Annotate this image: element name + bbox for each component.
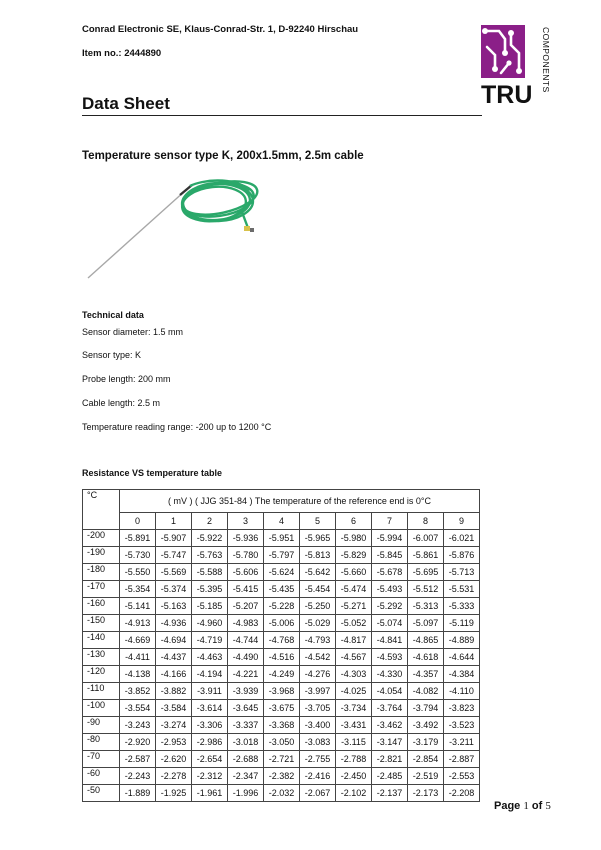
table-cell: -4.025 bbox=[336, 683, 372, 700]
column-header: 1 bbox=[156, 513, 192, 530]
table-cell: -3.675 bbox=[264, 700, 300, 717]
table-cell: -3.584 bbox=[156, 700, 192, 717]
table-cell: -5.097 bbox=[408, 615, 444, 632]
table-cell: -5.829 bbox=[336, 547, 372, 564]
table-cell: -3.997 bbox=[300, 683, 336, 700]
row-temperature: -190 bbox=[83, 547, 120, 564]
table-cell: -3.734 bbox=[336, 700, 372, 717]
table-cell: -5.695 bbox=[408, 564, 444, 581]
table-cell: -5.006 bbox=[264, 615, 300, 632]
table-cell: -5.207 bbox=[228, 598, 264, 615]
logo-sub-text: COMPONENTS bbox=[541, 27, 551, 93]
spec-cable-length: Cable length: 2.5 m bbox=[82, 398, 161, 408]
row-temperature: -50 bbox=[83, 785, 120, 802]
table-cell: -4.644 bbox=[444, 649, 480, 666]
row-temperature: -80 bbox=[83, 734, 120, 751]
table-cell: -5.713 bbox=[444, 564, 480, 581]
page-title: Data Sheet bbox=[82, 94, 170, 113]
table-cell: -5.780 bbox=[228, 547, 264, 564]
table-row bbox=[83, 530, 480, 547]
table-cell: -4.960 bbox=[192, 615, 228, 632]
table-cell: -3.337 bbox=[228, 717, 264, 734]
table-cell: -3.794 bbox=[408, 700, 444, 717]
table-cell: -5.965 bbox=[300, 530, 336, 547]
table-cell: -3.554 bbox=[120, 700, 156, 717]
table-cell: -2.519 bbox=[408, 768, 444, 785]
table-cell: -4.357 bbox=[408, 666, 444, 683]
table-cell: -2.382 bbox=[264, 768, 300, 785]
table-cell: -1.996 bbox=[228, 785, 264, 802]
table-cell: -5.435 bbox=[264, 581, 300, 598]
table-cell: -4.542 bbox=[300, 649, 336, 666]
table-cell: -5.415 bbox=[228, 581, 264, 598]
table-cell: -5.936 bbox=[228, 530, 264, 547]
table-row bbox=[83, 632, 480, 649]
table-row bbox=[83, 564, 480, 581]
table-cell: -5.922 bbox=[192, 530, 228, 547]
table-cell: -3.431 bbox=[336, 717, 372, 734]
column-header: 0 bbox=[120, 513, 156, 530]
table-cell: -5.354 bbox=[120, 581, 156, 598]
row-temperature: -110 bbox=[83, 683, 120, 700]
tru-components-logo bbox=[481, 25, 551, 105]
table-caption: ( mV ) ( JJG 351-84 ) The temperature of the reference end is 0°C bbox=[120, 490, 480, 513]
spec-sensor-diameter: Sensor diameter: 1.5 mm bbox=[82, 327, 184, 337]
table-cell: -2.654 bbox=[192, 751, 228, 768]
table-cell: -4.744 bbox=[228, 632, 264, 649]
table-cell: -4.490 bbox=[228, 649, 264, 666]
table-cell: -2.208 bbox=[444, 785, 480, 802]
column-header: 6 bbox=[336, 513, 372, 530]
row-temperature: -170 bbox=[83, 581, 120, 598]
table-cell: -2.553 bbox=[444, 768, 480, 785]
table-cell: -3.050 bbox=[264, 734, 300, 751]
table-cell: -4.303 bbox=[336, 666, 372, 683]
table-cell: -3.243 bbox=[120, 717, 156, 734]
table-cell: -3.147 bbox=[372, 734, 408, 751]
table-row bbox=[83, 734, 480, 751]
table-cell: -4.936 bbox=[156, 615, 192, 632]
table-cell: -4.719 bbox=[192, 632, 228, 649]
table-cell: -2.620 bbox=[156, 751, 192, 768]
table-cell: -5.074 bbox=[372, 615, 408, 632]
table-cell: -4.194 bbox=[192, 666, 228, 683]
table-cell: -4.694 bbox=[156, 632, 192, 649]
table-cell: -4.889 bbox=[444, 632, 480, 649]
table-cell: -4.669 bbox=[120, 632, 156, 649]
table-cell: -4.463 bbox=[192, 649, 228, 666]
table-cell: -2.173 bbox=[408, 785, 444, 802]
table-cell: -3.306 bbox=[192, 717, 228, 734]
table-cell: -5.891 bbox=[120, 530, 156, 547]
table-row bbox=[83, 615, 480, 632]
table-cell: -2.887 bbox=[444, 751, 480, 768]
table-cell: -4.437 bbox=[156, 649, 192, 666]
table-row bbox=[83, 598, 480, 615]
table-cell: -4.411 bbox=[120, 649, 156, 666]
table-cell: -5.163 bbox=[156, 598, 192, 615]
table-cell: -5.980 bbox=[336, 530, 372, 547]
table-cell: -5.141 bbox=[120, 598, 156, 615]
of-word: of bbox=[531, 800, 543, 812]
row-temperature: -180 bbox=[83, 564, 120, 581]
table-cell: -3.764 bbox=[372, 700, 408, 717]
table-cell: -3.968 bbox=[264, 683, 300, 700]
table-cell: -2.821 bbox=[372, 751, 408, 768]
table-cell: -5.454 bbox=[300, 581, 336, 598]
page-number: 1 bbox=[523, 800, 529, 812]
table-cell: -4.618 bbox=[408, 649, 444, 666]
row-temperature: -150 bbox=[83, 615, 120, 632]
table-cell: -1.961 bbox=[192, 785, 228, 802]
table-cell: -5.845 bbox=[372, 547, 408, 564]
table-cell: -2.137 bbox=[372, 785, 408, 802]
row-temperature: -200 bbox=[83, 530, 120, 547]
logo-brand-text: TRU bbox=[481, 81, 533, 105]
table-cell: -5.747 bbox=[156, 547, 192, 564]
table-cell: -4.082 bbox=[408, 683, 444, 700]
table-cell: -2.755 bbox=[300, 751, 336, 768]
table-cell: -4.516 bbox=[264, 649, 300, 666]
table-cell: -2.312 bbox=[192, 768, 228, 785]
table-cell: -5.512 bbox=[408, 581, 444, 598]
table-cell: -3.179 bbox=[408, 734, 444, 751]
table-row bbox=[83, 751, 480, 768]
column-header: 7 bbox=[372, 513, 408, 530]
table-cell: -5.313 bbox=[408, 598, 444, 615]
table-cell: -4.841 bbox=[372, 632, 408, 649]
table-cell: -5.730 bbox=[120, 547, 156, 564]
table-cell: -3.614 bbox=[192, 700, 228, 717]
table-cell: -2.347 bbox=[228, 768, 264, 785]
table-cell: -4.865 bbox=[408, 632, 444, 649]
table-cell: -4.110 bbox=[444, 683, 480, 700]
table-row bbox=[83, 649, 480, 666]
table-cell: -2.688 bbox=[228, 751, 264, 768]
table-cell: -5.531 bbox=[444, 581, 480, 598]
table-cell: -5.474 bbox=[336, 581, 372, 598]
table-cell: -5.588 bbox=[192, 564, 228, 581]
table-row bbox=[83, 666, 480, 683]
table-cell: -5.333 bbox=[444, 598, 480, 615]
table-cell: -4.567 bbox=[336, 649, 372, 666]
row-temperature: -120 bbox=[83, 666, 120, 683]
table-cell: -3.705 bbox=[300, 700, 336, 717]
column-header: 4 bbox=[264, 513, 300, 530]
table-cell: -4.768 bbox=[264, 632, 300, 649]
row-temperature: -70 bbox=[83, 751, 120, 768]
table-cell: -5.876 bbox=[444, 547, 480, 564]
table-cell: -5.951 bbox=[264, 530, 300, 547]
table-cell: -2.102 bbox=[336, 785, 372, 802]
table-cell: -5.861 bbox=[408, 547, 444, 564]
table-cell: -2.721 bbox=[264, 751, 300, 768]
table-cell: -2.587 bbox=[120, 751, 156, 768]
table-cell: -3.274 bbox=[156, 717, 192, 734]
table-row bbox=[83, 768, 480, 785]
table-cell: -4.249 bbox=[264, 666, 300, 683]
table-cell: -5.907 bbox=[156, 530, 192, 547]
table-cell: -4.054 bbox=[372, 683, 408, 700]
table-cell: -5.052 bbox=[336, 615, 372, 632]
product-photo bbox=[82, 168, 272, 288]
table-cell: -4.138 bbox=[120, 666, 156, 683]
table-cell: -5.994 bbox=[372, 530, 408, 547]
table-row bbox=[83, 683, 480, 700]
page-total: 5 bbox=[545, 800, 551, 812]
table-cell: -5.606 bbox=[228, 564, 264, 581]
table-row bbox=[83, 785, 480, 802]
table-cell: -1.889 bbox=[120, 785, 156, 802]
row-temperature: -60 bbox=[83, 768, 120, 785]
table-cell: -2.920 bbox=[120, 734, 156, 751]
table-cell: -4.330 bbox=[372, 666, 408, 683]
table-cell: -3.462 bbox=[372, 717, 408, 734]
table-cell: -2.032 bbox=[264, 785, 300, 802]
table-cell: -5.185 bbox=[192, 598, 228, 615]
table-cell: -3.645 bbox=[228, 700, 264, 717]
table-cell: -3.368 bbox=[264, 717, 300, 734]
title-divider bbox=[82, 115, 482, 116]
table-cell: -6.021 bbox=[444, 530, 480, 547]
table-cell: -3.211 bbox=[444, 734, 480, 751]
table-cell: -2.854 bbox=[408, 751, 444, 768]
row-temperature: -130 bbox=[83, 649, 120, 666]
table-cell: -5.660 bbox=[336, 564, 372, 581]
table-cell: -6.007 bbox=[408, 530, 444, 547]
table-cell: -4.166 bbox=[156, 666, 192, 683]
table-cell: -3.823 bbox=[444, 700, 480, 717]
column-header: 3 bbox=[228, 513, 264, 530]
table-cell: -3.018 bbox=[228, 734, 264, 751]
table-row bbox=[83, 717, 480, 734]
product-title: Temperature sensor type K, 200x1.5mm, 2.5m cable bbox=[82, 150, 364, 162]
table-cell: -1.925 bbox=[156, 785, 192, 802]
table-cell: -5.119 bbox=[444, 615, 480, 632]
row-temperature: -160 bbox=[83, 598, 120, 615]
table-cell: -4.817 bbox=[336, 632, 372, 649]
table-cell: -5.271 bbox=[336, 598, 372, 615]
table-cell: -2.788 bbox=[336, 751, 372, 768]
table-cell: -3.523 bbox=[444, 717, 480, 734]
row-temperature: -140 bbox=[83, 632, 120, 649]
table-cell: -2.278 bbox=[156, 768, 192, 785]
table-cell: -5.292 bbox=[372, 598, 408, 615]
table-cell: -5.550 bbox=[120, 564, 156, 581]
table-cell: -3.852 bbox=[120, 683, 156, 700]
table-cell: -5.374 bbox=[156, 581, 192, 598]
table-cell: -2.450 bbox=[336, 768, 372, 785]
unit-cell: °C bbox=[83, 490, 120, 530]
table-cell: -2.067 bbox=[300, 785, 336, 802]
column-header: 8 bbox=[408, 513, 444, 530]
table-row bbox=[83, 700, 480, 717]
table-cell: -3.083 bbox=[300, 734, 336, 751]
page-word: Page bbox=[494, 800, 521, 812]
table-cell: -3.400 bbox=[300, 717, 336, 734]
table-cell: -3.492 bbox=[408, 717, 444, 734]
table-cell: -3.911 bbox=[192, 683, 228, 700]
table-cell: -5.624 bbox=[264, 564, 300, 581]
row-temperature: -90 bbox=[83, 717, 120, 734]
table-cell: -4.793 bbox=[300, 632, 336, 649]
page-footer bbox=[494, 800, 551, 812]
table-row bbox=[83, 581, 480, 598]
table-cell: -5.797 bbox=[264, 547, 300, 564]
table-cell: -5.395 bbox=[192, 581, 228, 598]
table-row bbox=[83, 547, 480, 564]
table-cell: -3.939 bbox=[228, 683, 264, 700]
spec-probe-length: Probe length: 200 mm bbox=[82, 374, 171, 384]
column-header: 9 bbox=[444, 513, 480, 530]
table-cell: -5.493 bbox=[372, 581, 408, 598]
resistance-temperature-table bbox=[82, 489, 480, 802]
table-cell: -2.953 bbox=[156, 734, 192, 751]
table-cell: -2.986 bbox=[192, 734, 228, 751]
table-cell: -4.221 bbox=[228, 666, 264, 683]
table-cell: -5.569 bbox=[156, 564, 192, 581]
row-temperature: -100 bbox=[83, 700, 120, 717]
table-cell: -5.250 bbox=[300, 598, 336, 615]
table-cell: -5.813 bbox=[300, 547, 336, 564]
spec-temperature-range: Temperature reading range: -200 up to 1200 °C bbox=[82, 422, 272, 432]
table-cell: -5.763 bbox=[192, 547, 228, 564]
table-cell: -4.384 bbox=[444, 666, 480, 683]
table-cell: -3.882 bbox=[156, 683, 192, 700]
spec-sensor-type: Sensor type: K bbox=[82, 350, 142, 360]
column-header: 2 bbox=[192, 513, 228, 530]
table-cell: -5.678 bbox=[372, 564, 408, 581]
table-cell: -4.276 bbox=[300, 666, 336, 683]
item-number: Item no.: 2444890 bbox=[82, 48, 162, 59]
table-cell: -2.243 bbox=[120, 768, 156, 785]
company-address: Conrad Electronic SE, Klaus-Conrad-Str. 1, D-92240 Hirschau bbox=[82, 24, 359, 35]
table-cell: -4.593 bbox=[372, 649, 408, 666]
technical-data-heading: Technical data bbox=[82, 310, 144, 320]
table-cell: -5.228 bbox=[264, 598, 300, 615]
table-cell: -5.029 bbox=[300, 615, 336, 632]
table-cell: -2.416 bbox=[300, 768, 336, 785]
table-cell: -5.642 bbox=[300, 564, 336, 581]
table-heading: Resistance VS temperature table bbox=[82, 468, 223, 478]
table-cell: -2.485 bbox=[372, 768, 408, 785]
column-header: 5 bbox=[300, 513, 336, 530]
table-cell: -3.115 bbox=[336, 734, 372, 751]
table-cell: -4.983 bbox=[228, 615, 264, 632]
table-cell: -4.913 bbox=[120, 615, 156, 632]
